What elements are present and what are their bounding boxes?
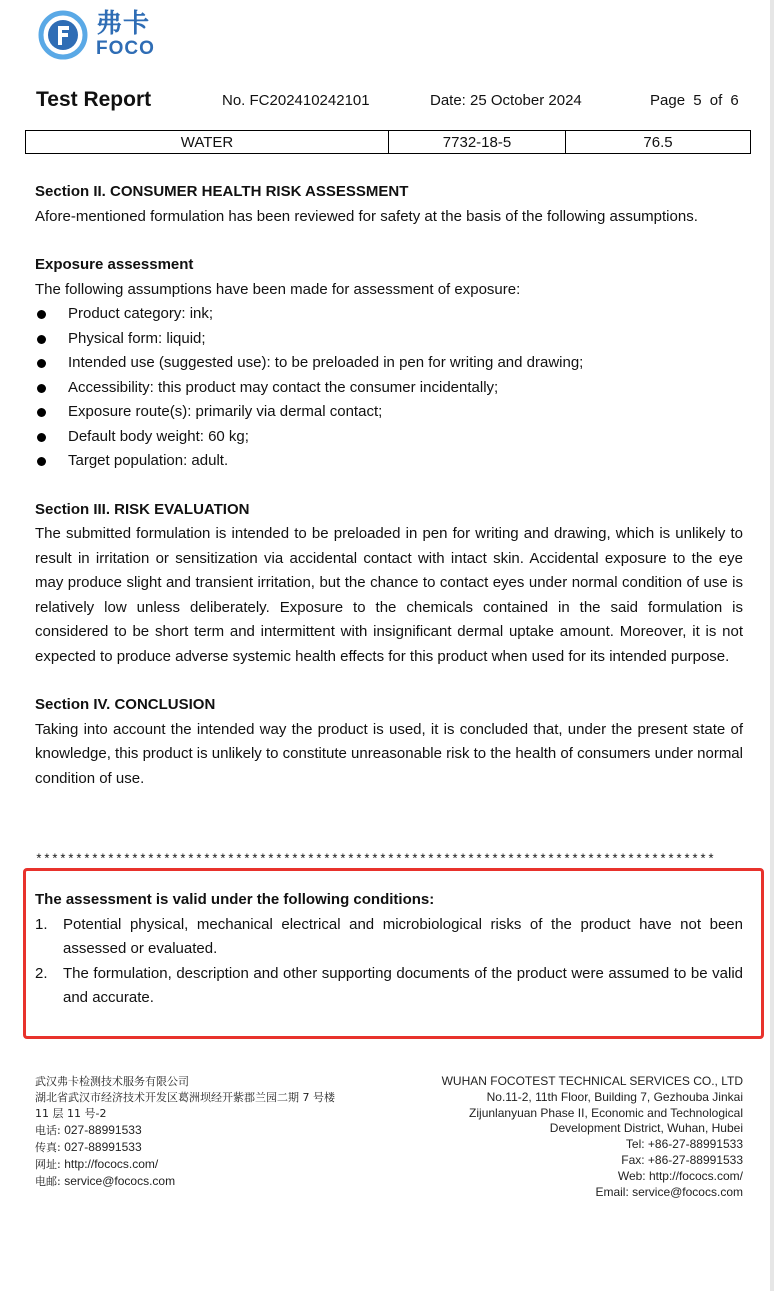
list-item: Default body weight: 60 kg; [35,425,743,450]
page-label: Page [650,92,686,109]
logo-chinese-text: 弗卡 [96,9,151,39]
section2-intro: Afore-mentioned formulation has been reviewed for safety at the basis of the following assumptions. [35,207,698,225]
list-item: Exposure route(s): primarily via dermal contact; [35,400,743,425]
bullet-icon [37,335,46,344]
company-name-en: WUHAN FOCOTEST TECHNICAL SERVICES CO., LTD [441,1074,743,1088]
address-en-line1: No.11-2, 11th Floor, Building 7, Gezhouba Jinkai [486,1089,743,1104]
report-header [0,88,774,114]
page-indicator [650,92,743,109]
foco-logo-icon [38,10,88,60]
bullet-icon [37,408,46,417]
email-cn: 电邮: service@fococs.com [35,1174,176,1188]
company-name-cn: 武汉弗卡检测技术服务有限公司 [35,1075,189,1088]
section2-title: Section II. CONSUMER HEALTH RISK ASSESSMENT [35,183,409,200]
page-total: 6 [730,92,739,109]
ingredient-value: 76.5 [566,131,751,154]
page-of: of [709,92,723,109]
address-en-line3: Development District, Wuhan, Hubei [549,1121,743,1136]
footer-contact-cn [35,1074,335,1190]
bullet-icon [37,384,46,393]
ingredient-table [25,130,751,154]
footer-contact-en [442,1074,743,1200]
report-date: Date: 25 October 2024 [430,92,582,109]
list-item: Physical form: liquid; [35,327,743,352]
list-item: Accessibility: this product may contact the consumer incidentally; [35,376,743,401]
section4-title: Section IV. CONCLUSION [35,696,216,713]
logo-english-text: FOCO [96,38,155,59]
email-link[interactable]: service@fococs.com [64,1174,176,1188]
conditions-list [35,913,743,1011]
web-cn: 网址: http://fococs.com/ [35,1157,159,1171]
address-en-line2: Zijunlanyuan Phase II, Economic and Technological [469,1105,743,1120]
list-item: Intended use (suggested use): to be preloaded in pen for writing and drawing; [35,351,743,376]
section3-title: Section III. RISK EVALUATION [35,500,250,518]
list-item: 1. Potential physical, mechanical electrical and microbiological risks of the product have not been assessed or evaluated. [35,915,743,957]
separator-line: ************************************************************************************* [35,852,716,867]
list-item: Target population: adult. [35,449,743,474]
list-item: Product category: ink; [35,302,743,327]
bullet-icon [37,457,46,466]
tel-en: Tel: +86-27-88991533 [625,1137,743,1152]
tel-cn: 电话: 027-88991533 [35,1123,142,1137]
section4-text: Taking into account the intended way the product is used, it is concluded that, under the present state of knowledge, this product is unlikely to constitute unreasonable risk to the health of consumers under normal condition of use. [35,720,743,787]
conditions-block [35,888,743,1011]
section3-text: The submitted formulation is intended to be preloaded in pen for writing and drawing, which is unlikely to result in irritation or sensitization via accidental contact with intact skin. Accidental exposure to the eye may produce slight and transient irritation, but the chance to contact eyes under normal condition of use is relatively low unless deliberately. Exposure to the chemicals contained in the said formulation is considered to be short term and intermittent with insignificant dermal uptake amount. Moreover, it is not expected to produce adverse systemic health effects for this product when used for its intended purpose. [35,525,743,665]
ingredient-name: WATER [26,131,389,154]
report-body [35,180,743,791]
table-row [26,131,751,154]
exposure-list [35,302,743,474]
website-link-en[interactable]: Web: http://fococs.com/ [617,1168,743,1183]
address-cn-line2: 11 层 11 号-2 [35,1107,107,1120]
list-item: 2. The formulation, description and other supporting documents of the product were assumed to be valid and accurate. [35,964,743,1006]
exposure-title: Exposure assessment [35,256,194,273]
report-number: No. FC202410242101 [222,92,370,109]
bullet-icon [37,310,46,319]
company-logo [38,6,168,62]
fax-cn: 传真: 027-88991533 [35,1140,142,1154]
page-edge [770,0,774,1291]
report-title: Test Report [36,88,152,111]
fax-en: Fax: +86-27-88991533 [621,1152,743,1167]
address-cn-line1: 湖北省武汉市经济技术开发区葛洲坝经开紫郡兰园二期 7 号楼 [35,1091,335,1104]
conditions-title: The assessment is valid under the following conditions: [35,891,435,908]
page-current: 5 [693,92,702,109]
bullet-icon [37,359,46,368]
exposure-intro: The following assumptions have been made for assessment of exposure: [35,280,521,298]
bullet-icon [37,433,46,442]
website-link[interactable]: http://fococs.com/ [64,1157,159,1171]
email-link-en[interactable]: Email: service@fococs.com [595,1184,743,1199]
ingredient-cas: 7732-18-5 [389,131,566,154]
